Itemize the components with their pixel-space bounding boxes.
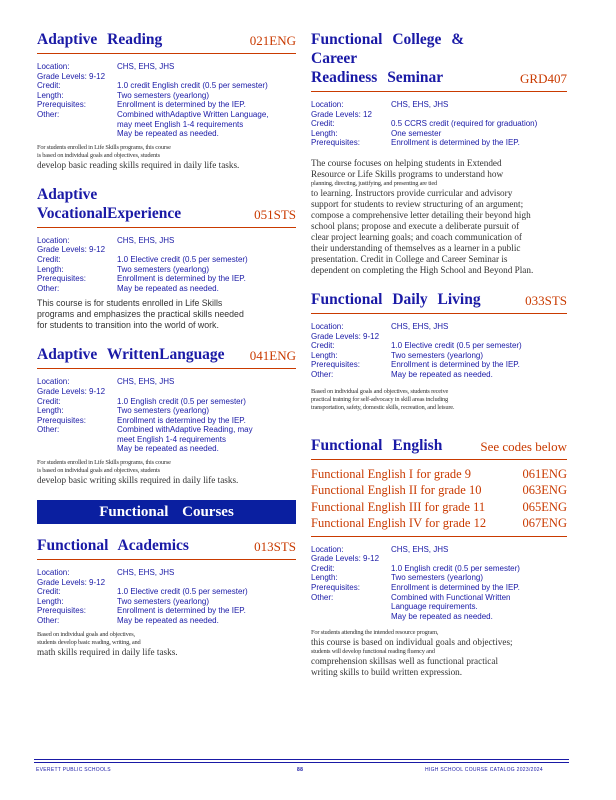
description-line: students will develop functional reading fluency and bbox=[311, 648, 435, 656]
location-value: CHS, EHS, JHS bbox=[391, 100, 449, 109]
prerequisites-label: Prerequisites: bbox=[311, 360, 360, 370]
course-title: Adaptive WrittenLanguage bbox=[37, 346, 225, 364]
other-line: Combined withAdaptive Written Language, bbox=[117, 109, 269, 119]
course-functional-college-career-readiness bbox=[311, 30, 567, 276]
other-value: May be repeated as needed. bbox=[117, 616, 219, 626]
credit-value: 1.0 English credit (0.5 per semester) bbox=[117, 396, 246, 406]
right-column bbox=[311, 30, 567, 692]
course-title: Adaptive Reading bbox=[37, 31, 163, 48]
course-title: Adaptive VocationalExperience bbox=[37, 185, 182, 222]
course-title: Functional Academics bbox=[37, 537, 189, 555]
length-value: Two semesters (yearlong) bbox=[117, 90, 210, 100]
grade-levels: Grade Levels: 9-12 bbox=[37, 245, 106, 255]
course-details bbox=[311, 322, 567, 380]
location-label: Location: bbox=[37, 235, 70, 245]
subcourse-code: 065ENG bbox=[522, 499, 567, 514]
description-line: this course is based on individual goals and objectives; bbox=[311, 637, 513, 648]
credit-value: 1.0 Elective credit (0.5 per semester) bbox=[117, 254, 248, 264]
length-label: Length: bbox=[37, 596, 64, 606]
course-title bbox=[311, 30, 514, 87]
course-header bbox=[311, 290, 567, 314]
course-functional-english bbox=[311, 436, 567, 679]
description-line: is based on individual goals and objectives, students bbox=[37, 151, 160, 159]
length-label: Length: bbox=[37, 90, 64, 100]
prerequisites-value: Enrollment is determined by the IEP. bbox=[117, 100, 246, 110]
description-line: Based on individual goals and objectives, students receive bbox=[311, 387, 449, 395]
subcourse-row bbox=[311, 515, 567, 532]
other-line: May be repeated as needed. bbox=[117, 129, 219, 139]
course-adaptive-reading bbox=[37, 30, 296, 171]
course-title: Functional English bbox=[311, 436, 443, 454]
location-value: CHS, EHS, JHS bbox=[391, 544, 449, 554]
description-line: students develop basic reading, writing, and bbox=[37, 638, 141, 646]
prerequisites-value: Enrollment is determined by the IEP. bbox=[391, 138, 520, 148]
description-line: dependent on completing the High School and Beyond Plan. bbox=[311, 264, 534, 275]
credit-value: 1.0 Elective credit (0.5 per semester) bbox=[117, 587, 248, 597]
location-value: CHS, EHS, JHS bbox=[117, 62, 175, 71]
course-details bbox=[37, 62, 296, 139]
location-label: Location: bbox=[311, 321, 344, 331]
other-value: May be repeated as needed. bbox=[117, 283, 219, 293]
description-line: For students attending the intended resource program, bbox=[311, 629, 439, 637]
grade-levels: Grade Levels: 9-12 bbox=[37, 386, 106, 396]
prerequisites-label: Prerequisites: bbox=[37, 415, 86, 425]
other-line: Language requirements. bbox=[391, 602, 478, 612]
description-line: clear project learning goals; and coach communication of bbox=[311, 231, 522, 242]
location-value: CHS, EHS, JHS bbox=[117, 235, 175, 245]
description-line: Resource or Life Skills programs to understand how bbox=[311, 168, 504, 179]
subcourse-name: Functional English III for grade 11 bbox=[311, 499, 486, 514]
description-line: The course focuses on helping students in Extended bbox=[311, 157, 502, 168]
description-line: For students enrolled in Life Skills programs, this course bbox=[37, 143, 171, 151]
description-line: to learning. Instructors provide curricular and advisory bbox=[311, 187, 513, 198]
location-value: CHS, EHS, JHS bbox=[391, 321, 449, 331]
grade-levels: Grade Levels: 9-12 bbox=[311, 331, 380, 341]
description-line: For students enrolled in Life Skills programs, this course bbox=[37, 459, 171, 467]
description-line: their understanding of themselves as a learner in a public bbox=[311, 242, 521, 253]
description-line: for students to transition into the world of work. bbox=[37, 320, 219, 331]
course-code: 013STS bbox=[254, 539, 296, 555]
subcourse-code: 061ENG bbox=[522, 466, 567, 481]
description-line: planning, directing, justifying, and presenting are tied bbox=[311, 179, 437, 187]
prerequisites-label: Prerequisites: bbox=[311, 582, 360, 592]
location-value: CHS, EHS, JHS bbox=[117, 377, 175, 387]
other-label: Other: bbox=[37, 283, 60, 293]
credit-value: 1.0 English credit (0.5 per semester) bbox=[391, 563, 520, 573]
credit-label: Credit: bbox=[37, 81, 61, 91]
location-label: Location: bbox=[311, 100, 344, 109]
course-functional-daily-living bbox=[311, 290, 567, 412]
left-column bbox=[37, 30, 296, 672]
footer-catalog: HIGH SCHOOL COURSE CATALOG 2023/2024 bbox=[425, 767, 543, 773]
subcourse-row bbox=[311, 499, 567, 516]
subcourse-name: Functional English I for grade 9 bbox=[311, 466, 472, 481]
length-label: Length: bbox=[37, 406, 64, 416]
course-header bbox=[37, 185, 296, 228]
length-label: Length: bbox=[311, 573, 338, 583]
footer-rule bbox=[34, 762, 569, 763]
length-label: Length: bbox=[311, 128, 338, 138]
course-title-line: Readiness Seminar bbox=[311, 69, 444, 86]
course-adaptive-written-language bbox=[37, 345, 296, 486]
credit-label: Credit: bbox=[311, 119, 335, 129]
location-label: Location: bbox=[37, 377, 70, 387]
length-label: Length: bbox=[37, 264, 64, 274]
footer-district: EVERETT PUBLIC SCHOOLS bbox=[36, 767, 111, 773]
grade-levels: Grade Levels: 9-12 bbox=[37, 577, 106, 587]
course-code: 033STS bbox=[525, 292, 567, 308]
subcourse-row bbox=[311, 466, 567, 483]
other-line: may meet English 1-4 requirements bbox=[117, 119, 244, 129]
prerequisites-value: Enrollment is determined by the IEP. bbox=[117, 415, 246, 425]
length-label: Length: bbox=[311, 350, 338, 360]
grade-levels: Grade Levels: 9-12 bbox=[37, 71, 106, 81]
course-details bbox=[37, 236, 296, 294]
prerequisites-value: Enrollment is determined by the IEP. bbox=[391, 360, 520, 370]
course-description bbox=[37, 144, 296, 171]
other-label: Other: bbox=[37, 109, 60, 119]
credit-value: 1.0 Elective credit (0.5 per semester) bbox=[391, 341, 522, 351]
course-details bbox=[37, 568, 296, 626]
other-value bbox=[117, 425, 253, 454]
description-line: comprehension skillsas well as functional practical bbox=[311, 656, 499, 667]
subcourse-row bbox=[311, 482, 567, 499]
credit-value: 0.5 CCRS credit (required for graduation) bbox=[391, 119, 538, 129]
location-label: Location: bbox=[311, 544, 344, 554]
prerequisites-label: Prerequisites: bbox=[311, 138, 360, 148]
description-line: This course is for students enrolled in Life Skills bbox=[37, 298, 223, 309]
credit-label: Credit: bbox=[37, 254, 61, 264]
course-header bbox=[311, 30, 567, 92]
prerequisites-value: Enrollment is determined by the IEP. bbox=[117, 606, 246, 616]
length-value: Two semesters (yearlong) bbox=[117, 406, 210, 416]
course-description bbox=[37, 298, 296, 331]
other-label: Other: bbox=[37, 616, 60, 626]
prerequisites-label: Prerequisites: bbox=[37, 100, 86, 110]
credit-label: Credit: bbox=[37, 587, 61, 597]
other-label: Other: bbox=[311, 369, 334, 379]
subcourse-list bbox=[311, 466, 567, 537]
course-description bbox=[37, 631, 296, 658]
other-line: Combined with Functional Written bbox=[391, 592, 511, 602]
course-code: 021ENG bbox=[249, 33, 296, 48]
location-label: Location: bbox=[37, 568, 70, 578]
other-line: May be repeated as needed. bbox=[391, 611, 493, 621]
course-details bbox=[311, 100, 567, 148]
description-line: practical training for self-advocacy in skill areas including bbox=[311, 395, 449, 403]
subcourse-name: Functional English II for grade 10 bbox=[311, 483, 482, 498]
prerequisites-label: Prerequisites: bbox=[37, 606, 86, 616]
description-line: compose a comprehensive letter detailing their beyond high bbox=[311, 209, 531, 220]
description-line: is based on individual goals and objectives, students bbox=[37, 467, 160, 475]
description-line: math skills required in daily life tasks. bbox=[37, 646, 178, 657]
other-line: meet English 1-4 requirements bbox=[117, 434, 226, 444]
section-banner: Functional Courses bbox=[37, 500, 296, 524]
subcourse-code: 063ENG bbox=[522, 483, 567, 498]
course-code: See codes below bbox=[480, 438, 567, 454]
length-value: Two semesters (yearlong) bbox=[391, 350, 484, 360]
course-details bbox=[311, 545, 567, 622]
course-header bbox=[311, 436, 567, 460]
location-value: CHS, EHS, JHS bbox=[117, 568, 175, 578]
course-functional-academics bbox=[37, 536, 296, 658]
description-line: support for students to review structuring of an argument; bbox=[311, 198, 524, 209]
course-description bbox=[311, 388, 567, 412]
prerequisites-value: Enrollment is determined by the IEP. bbox=[117, 274, 246, 284]
length-value: Two semesters (yearlong) bbox=[117, 264, 210, 274]
course-header bbox=[37, 536, 296, 560]
description-line: Based on individual goals and objectives, bbox=[37, 630, 135, 638]
footer-rule bbox=[34, 759, 569, 760]
other-label: Other: bbox=[37, 425, 60, 435]
course-code: 041ENG bbox=[249, 348, 296, 364]
description-line: develop basic writing skills required in daily life tasks. bbox=[37, 475, 239, 486]
credit-label: Credit: bbox=[311, 341, 335, 351]
prerequisites-label: Prerequisites: bbox=[37, 274, 86, 284]
description-line: presentation. Credit in College and Career Seminar is bbox=[311, 253, 508, 264]
credit-value: 1.0 credit English credit (0.5 per semester) bbox=[117, 81, 268, 91]
other-line: Combined withAdaptive Reading, may bbox=[117, 425, 253, 435]
description-line: school plans; propose and execute a deliberate pursuit of bbox=[311, 220, 520, 231]
length-value: Two semesters (yearlong) bbox=[117, 596, 210, 606]
other-value: May be repeated as needed. bbox=[391, 369, 493, 379]
subcourse-name: Functional English IV for grade 12 bbox=[311, 516, 487, 531]
description-line: programs and emphasizes the practical skills needed bbox=[37, 309, 244, 320]
other-value bbox=[391, 593, 510, 622]
course-adaptive-vocational-experience bbox=[37, 185, 296, 332]
location-label: Location: bbox=[37, 62, 70, 71]
course-description bbox=[311, 158, 567, 276]
course-title-line: Functional College & Career bbox=[311, 31, 465, 67]
course-header bbox=[37, 30, 296, 54]
length-value: Two semesters (yearlong) bbox=[391, 573, 484, 583]
footer-page-number: 88 bbox=[297, 767, 304, 773]
course-code: GRD407 bbox=[520, 71, 567, 86]
other-line: May be repeated as needed. bbox=[117, 444, 219, 454]
description-line: writing skills to build written expression. bbox=[311, 667, 463, 678]
course-details bbox=[37, 377, 296, 454]
prerequisites-value: Enrollment is determined by the IEP. bbox=[391, 582, 520, 592]
course-header bbox=[37, 345, 296, 369]
course-title: Functional Daily Living bbox=[311, 290, 481, 308]
description-line: transportation, safety, domestic skills, recreation, and leisure. bbox=[311, 403, 455, 411]
credit-label: Credit: bbox=[37, 396, 61, 406]
subcourse-code: 067ENG bbox=[522, 516, 567, 531]
other-label: Other: bbox=[311, 592, 334, 602]
course-description bbox=[37, 459, 296, 486]
credit-label: Credit: bbox=[311, 563, 335, 573]
course-code: 051STS bbox=[254, 206, 296, 222]
grade-levels: Grade Levels: 12 bbox=[311, 109, 372, 119]
description-line: develop basic reading skills required in daily life tasks. bbox=[37, 159, 240, 170]
divider bbox=[311, 536, 567, 537]
grade-levels: Grade Levels: 9-12 bbox=[311, 554, 380, 564]
length-value: One semester bbox=[391, 128, 442, 138]
other-value bbox=[117, 110, 269, 139]
course-description bbox=[311, 629, 567, 678]
